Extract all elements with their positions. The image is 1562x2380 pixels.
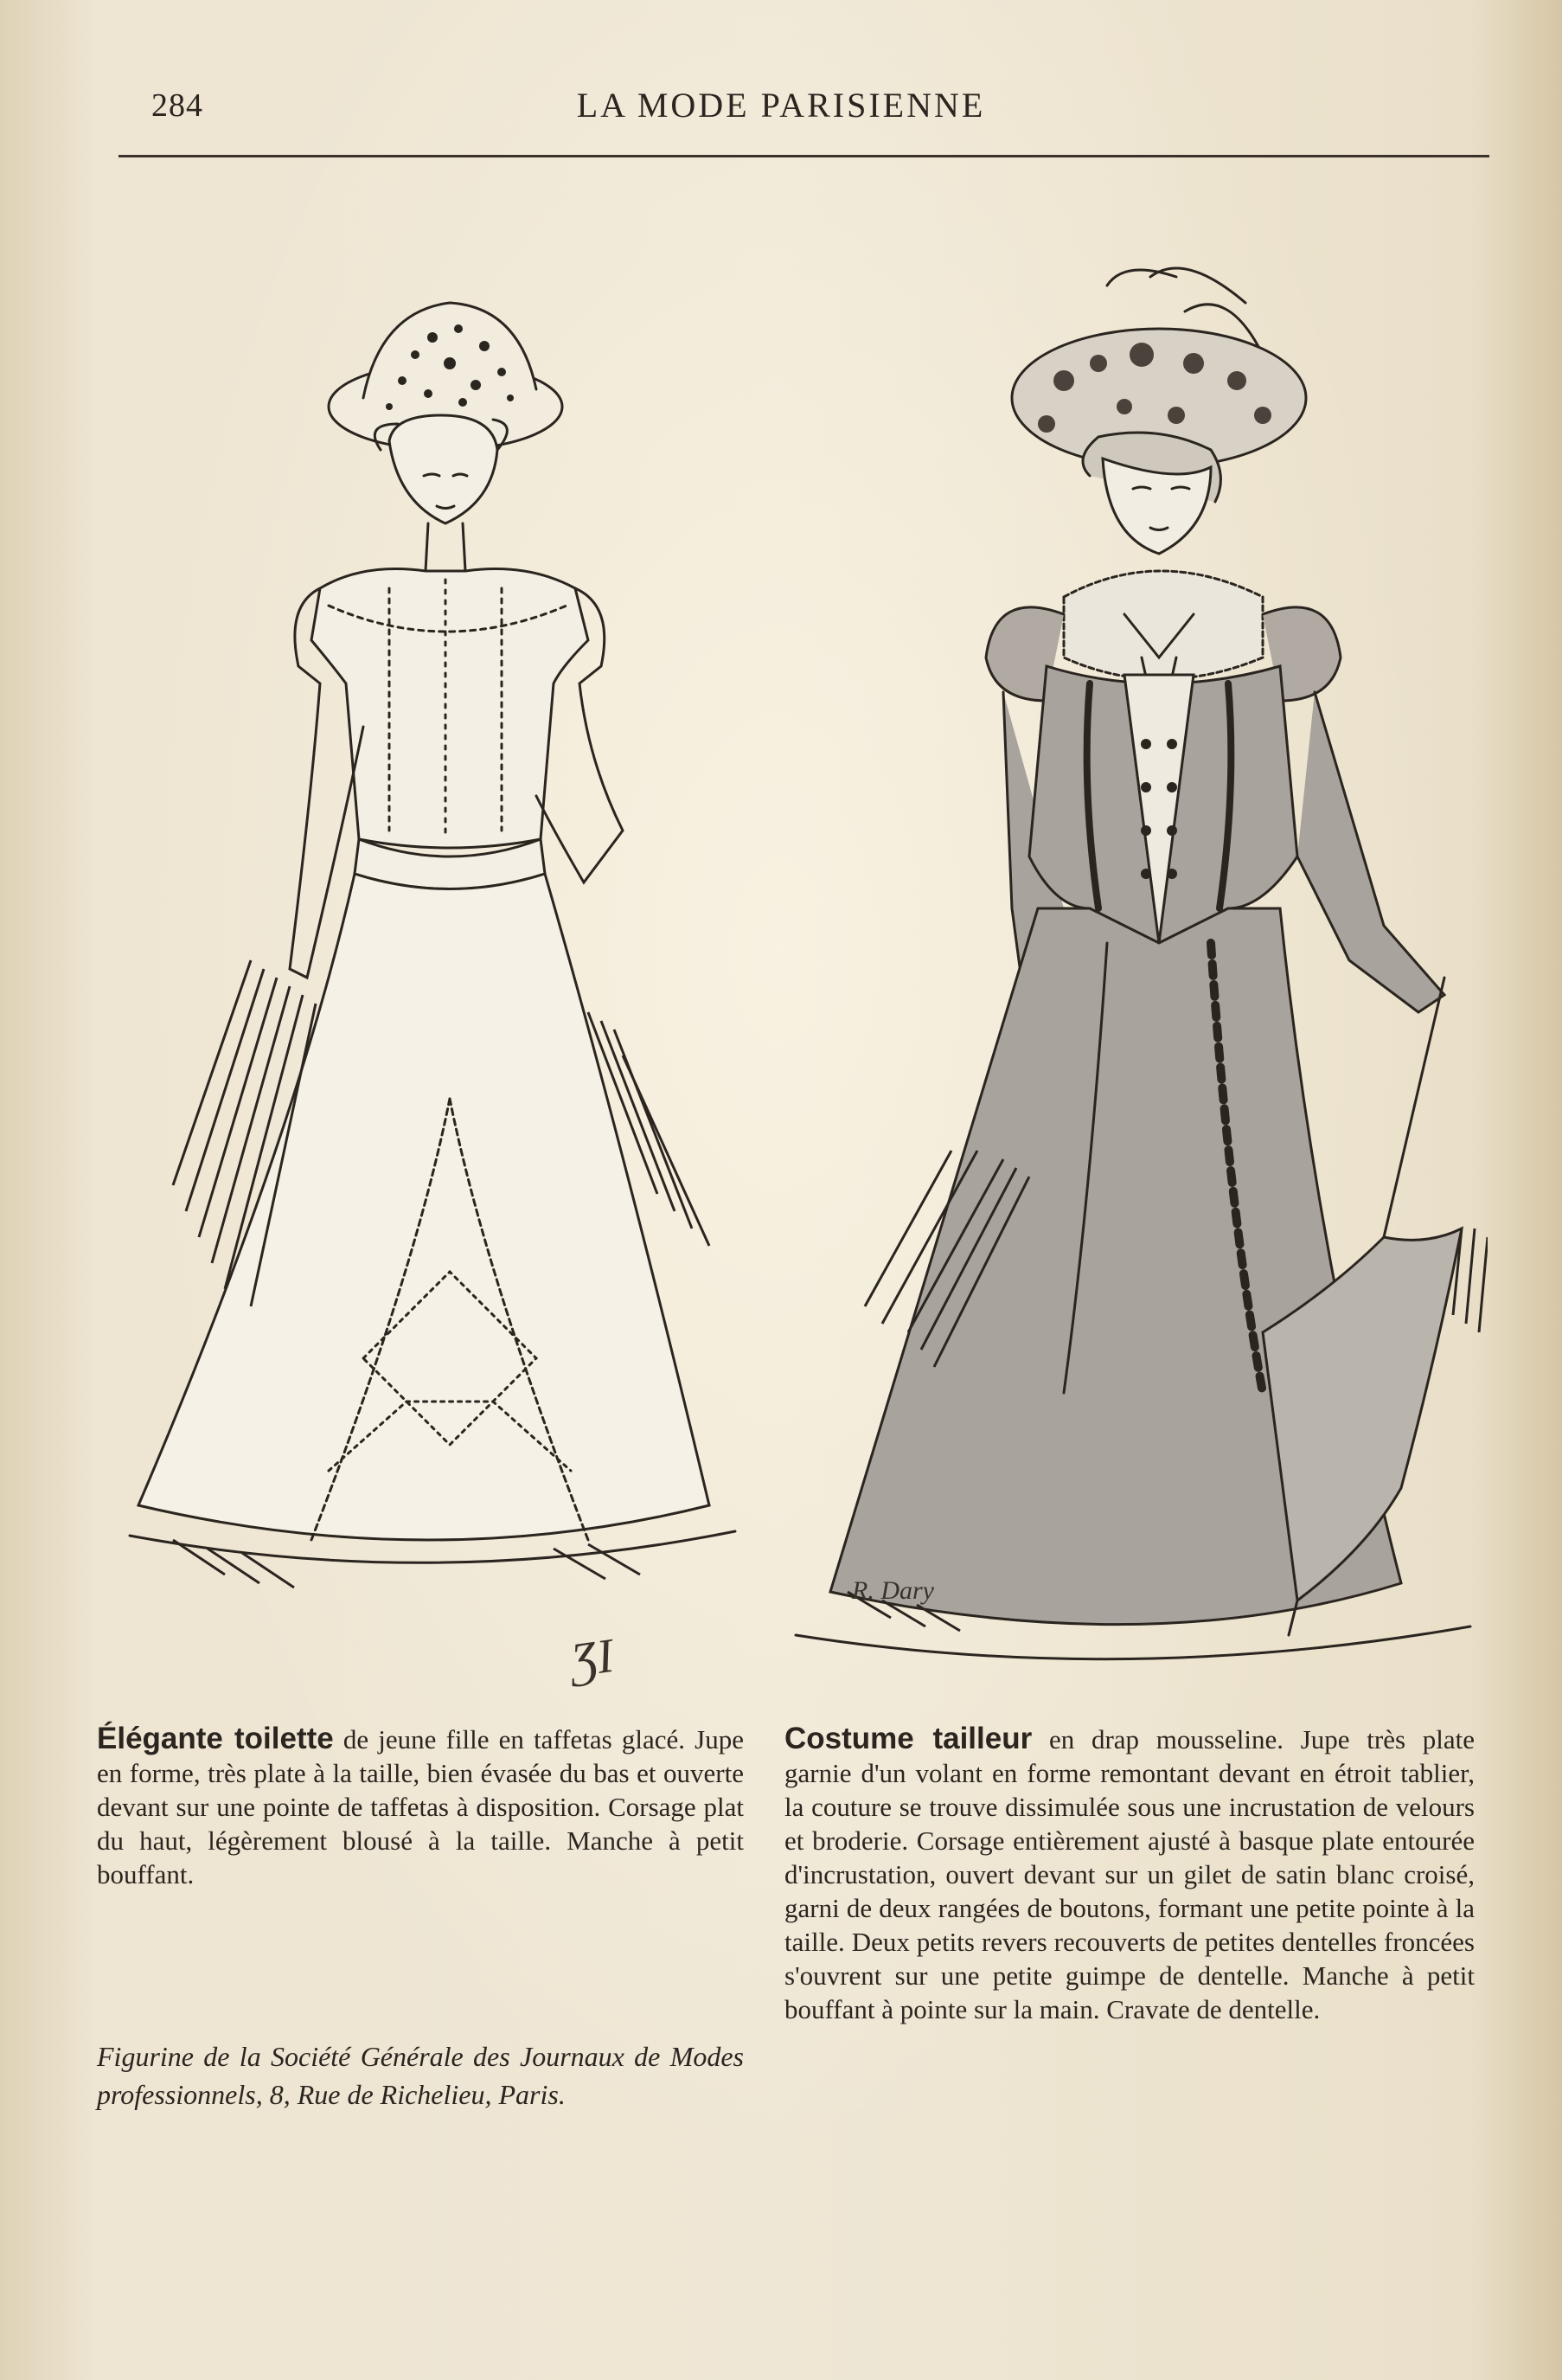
caption-left xyxy=(97,1722,744,1891)
fashion-plate-left xyxy=(104,277,761,1661)
caption-left-body: de jeune fille en taffetas glacé. Jupe en forme, très plate à la taille, bien évasée du bas et ouverte devant sur une pointe de taffetas à disposition. Corsage plat du haut, légèrement blousé à la taille. Manche à petit bouffant. xyxy=(97,1724,744,1889)
fashion-plate-right xyxy=(778,251,1488,1704)
figure-credit: Figurine de la Société Générale des Journaux de Modes professionnels, 8, Rue de Richelieu, Paris. xyxy=(97,2041,744,2110)
illustrator-signature: R. Dary xyxy=(852,1576,934,1605)
running-title: LA MODE PARISIENNE xyxy=(576,86,986,125)
caption-left-lead: Élégante toilette xyxy=(97,1722,334,1755)
page-number: 284 xyxy=(151,87,203,124)
header-rule xyxy=(118,155,1489,157)
illustrator-monogram: ƷI xyxy=(567,1628,617,1689)
caption-right-body: en drap mousseline. Jupe très plate garnie d'un volant en forme remontant devant en étroit tablier, la couture se trouve dissimulée sous une incrustation de velours et broderie. Corsage entièrement ajusté à basque plate entourée d'incrustation, ouvert devant sur un gilet de satin blanc croisé, garni de deux rangées de boutons, formant une petite pointe à la taille. Deux petits revers recouverts de petites dentelles froncées s'ouvrent sur une petite guimpe de dentelle. Manche à petit bouffant à pointe sur la main. Cravate de dentelle. xyxy=(784,1724,1476,2024)
costume-illustration-right xyxy=(778,251,1488,1704)
caption-right-lead: Costume tailleur xyxy=(784,1722,1033,1755)
caption-right xyxy=(784,1722,1475,2026)
gown-illustration-left xyxy=(104,277,761,1661)
